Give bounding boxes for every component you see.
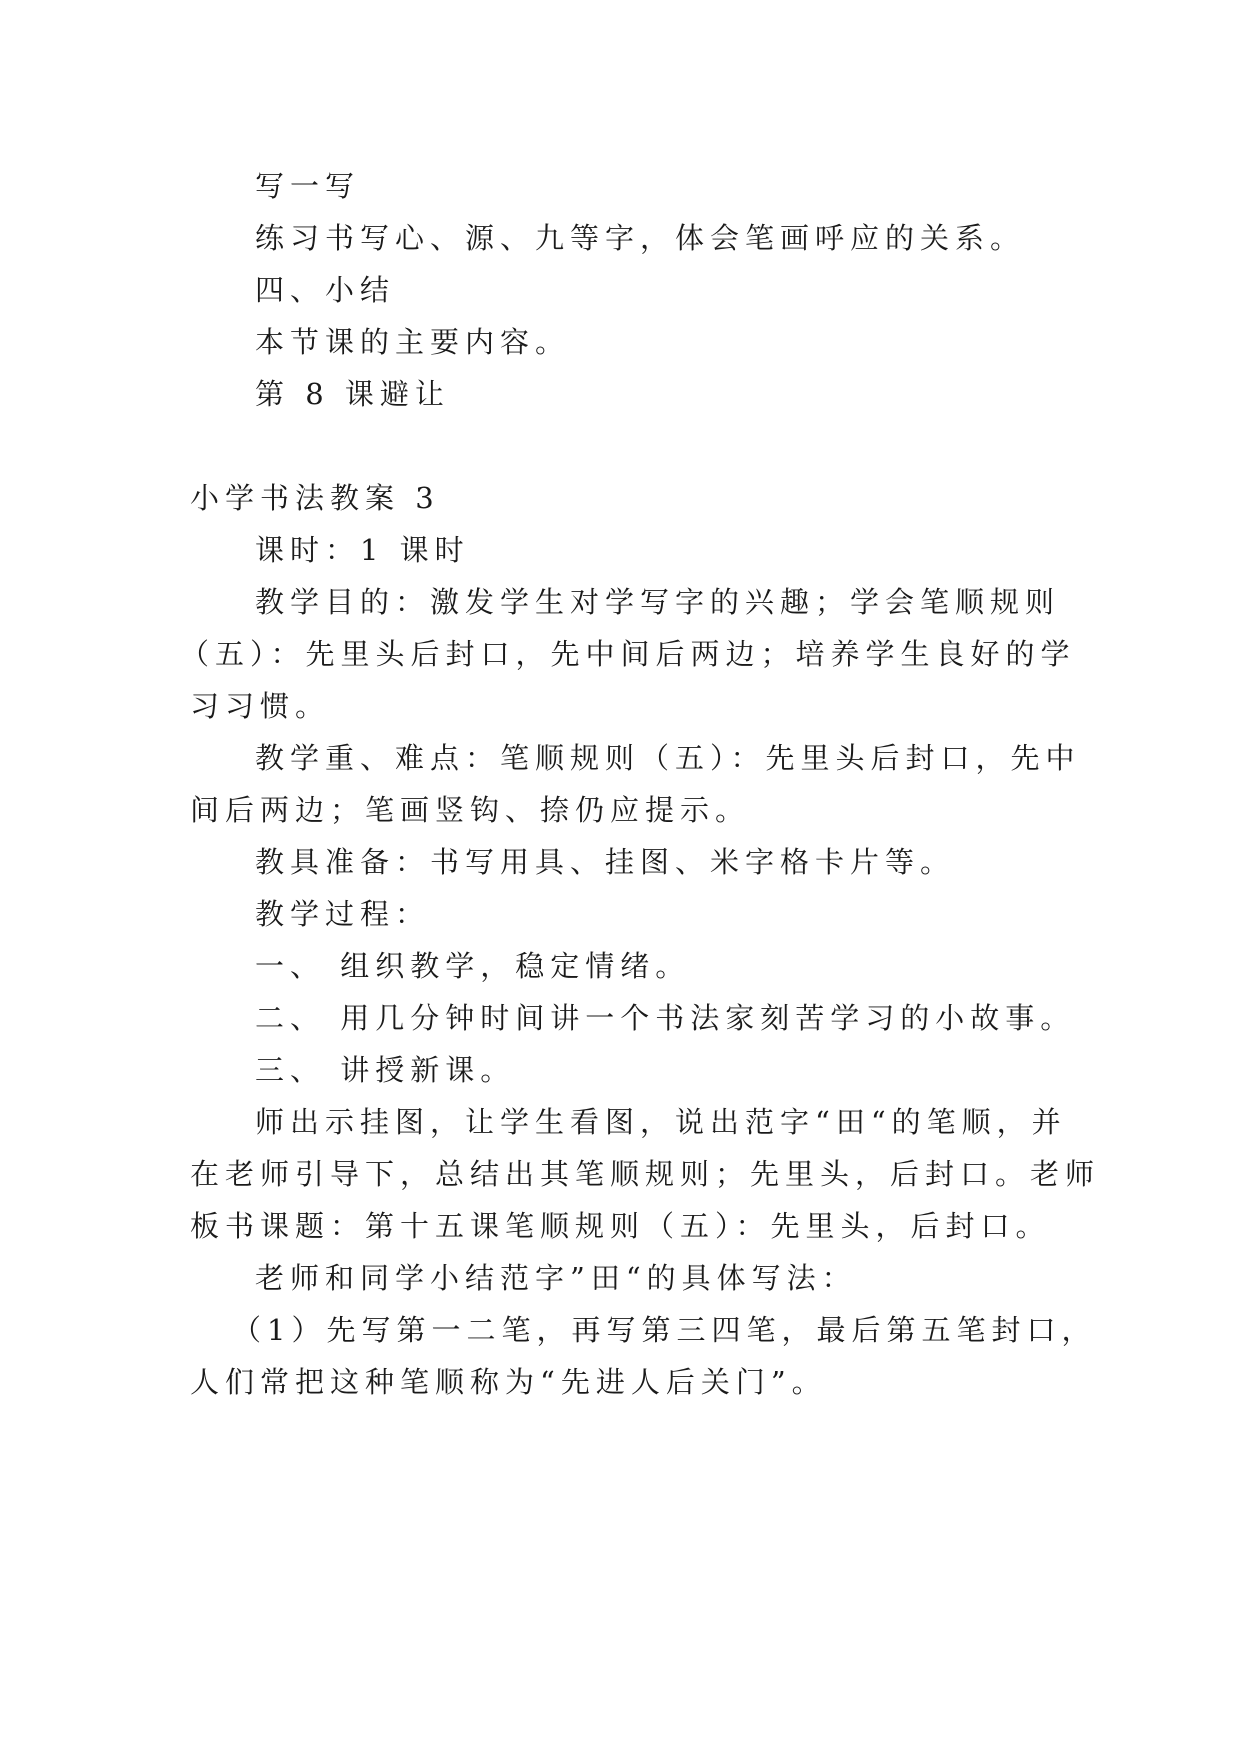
writing-summary-line: 老师和同学小结范字”田“的具体写法： xyxy=(255,1261,857,1295)
process-step-1: 一、 组织教学，稳定情绪。 xyxy=(255,949,691,983)
key-points-line: 教学重、难点：笔顺规则（五）：先里头后封口，先中 xyxy=(255,741,1081,775)
write-instruction: 练习书写心、源、九等字，体会笔画呼应的关系。 xyxy=(255,221,1026,255)
summary-text: 本节课的主要内容。 xyxy=(255,325,571,359)
objective-line: 习习惯。 xyxy=(190,689,331,723)
point-1-line: （1）先写第一二笔，再写第三四笔，最后第五笔封口， xyxy=(232,1313,1097,1347)
write-heading: 写一写 xyxy=(255,169,361,203)
teaching-paragraph-line: 师出示挂图，让学生看图，说出范字“田“的笔顺，并 xyxy=(255,1105,1067,1139)
lesson-plan-title: 小学书法教案 3 xyxy=(190,481,440,515)
objective-line: （五）：先里头后封口，先中间后两边；培养学生良好的学 xyxy=(180,637,1076,671)
teaching-paragraph-line: 板书课题：第十五课笔顺规则（五）：先里头，后封口。 xyxy=(190,1209,1051,1243)
summary-heading: 四、小结 xyxy=(255,273,396,307)
teaching-paragraph-line: 在老师引导下，总结出其笔顺规则；先里头，后封口。老师 xyxy=(190,1157,1101,1191)
process-heading: 教学过程： xyxy=(255,897,431,931)
process-step-3: 三、 讲授新课。 xyxy=(255,1053,516,1087)
process-step-2: 二、 用几分钟时间讲一个书法家刻苦学习的小故事。 xyxy=(255,1001,1076,1035)
objective-line: 教学目的：激发学生对学写字的兴趣；学会笔顺规则 xyxy=(255,585,1061,619)
lesson-8-title: 第 8 课避让 xyxy=(255,377,450,411)
key-points-line: 间后两边；笔画竖钩、捺仍应提示。 xyxy=(190,793,751,827)
materials: 教具准备：书写用具、挂图、米字格卡片等。 xyxy=(255,845,956,879)
point-1-line: 人们常把这种笔顺称为“先进人后关门”。 xyxy=(190,1365,827,1399)
class-hours: 课时：1 课时 xyxy=(255,533,470,567)
